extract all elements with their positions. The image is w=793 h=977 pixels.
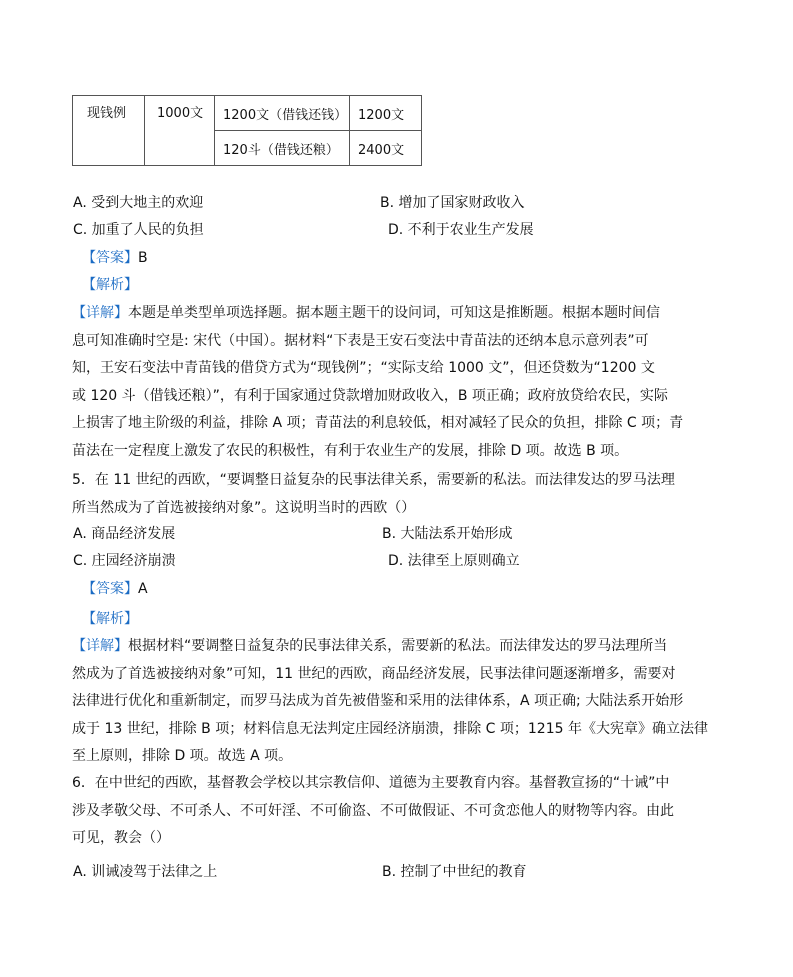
q6-option-b: B. 控制了中世纪的教育 — [382, 864, 527, 880]
qingmiao-table — [72, 95, 422, 166]
q4-option-a: A. 受到大地主的欢迎 — [73, 195, 204, 211]
stem-line: 所当然成为了首选被接纳对象”。这说明当时的西欧（） — [72, 499, 416, 516]
table-cell-label: 现钱例 — [73, 96, 145, 166]
detail-line: 息可知准确时空是: 宋代（中国）。据材料“下表是王安石变法中青苗法的还纳本息示意列表”可 — [72, 332, 649, 349]
q6-stem — [72, 770, 712, 853]
detail-tag: 【详解】 — [72, 638, 128, 654]
table-cell-repay-grain: 120斗（借钱还粮） — [215, 131, 350, 166]
detail-tag: 【详解】 — [72, 305, 128, 321]
answer-value: B — [138, 250, 148, 266]
q4-option-d: D. 不利于农业生产发展 — [388, 222, 534, 238]
q5-analysis-tag: 【解析】 — [82, 611, 138, 627]
q4-detail — [72, 300, 712, 465]
q5-option-c: C. 庄园经济崩溃 — [73, 553, 176, 569]
q4-analysis-tag: 【解析】 — [82, 277, 138, 293]
q5-stem — [72, 467, 712, 522]
detail-line: 【详解】本题是单类型单项选择题。据本题主题干的设问词，可知这是推断题。根据本题时间信 — [72, 305, 660, 321]
q5-option-a: A. 商品经济发展 — [73, 526, 176, 542]
detail-line: 法律进行优化和重新制定，而罗马法成为首先被借鉴和采用的法律体系，A 项正确; 大陆法系开始形 — [72, 693, 684, 709]
detail-line: 成于 13 世纪，排除 B 项；材料信息无法判定庄园经济崩溃，排除 C 项；1215 年《大宪章》确立法律 — [72, 720, 708, 737]
detail-line: 然成为了首选被接纳对象”可知，11 世纪的西欧，商品经济发展，民事法律问题逐渐增多，需要对 — [72, 665, 676, 682]
q5-detail — [72, 633, 712, 771]
detail-line: 上损害了地主阶级的利益，排除 A 项；青苗法的利息较低，相对减轻了民众的负担，排除 C 项；青 — [72, 415, 684, 431]
table-cell-amount: 1000文 — [145, 96, 215, 166]
stem-line: 可见，教会（） — [72, 830, 170, 846]
q4-option-c: C. 加重了人民的负担 — [73, 222, 204, 238]
stem-line: 5．在 11 世纪的西欧，“要调整日益复杂的民事法律关系，需要新的私法。而法律发达的罗马法理 — [72, 472, 675, 488]
q5-answer — [82, 580, 148, 598]
q4-answer — [82, 249, 148, 267]
q5-option-b: B. 大陆法系开始形成 — [382, 526, 513, 542]
detail-line: 苗法在一定程度上激发了农民的积极性，有利于农业生产的发展，排除 D 项。故选 B 项。 — [72, 442, 629, 459]
answer-tag: 【答案】 — [82, 581, 138, 597]
detail-line: 或 120 斗（借钱还粮）”，有利于国家通过贷款增加财政收入，B 项正确；政府放贷给农民，实际 — [72, 387, 668, 404]
answer-tag: 【答案】 — [82, 250, 138, 266]
answer-value: A — [138, 581, 148, 597]
q6-option-a: A. 训诫凌驾于法律之上 — [73, 864, 218, 880]
stem-line: 6．在中世纪的西欧，基督教会学校以其宗教信仰、道德为主要教育内容。基督教宣扬的“十诫”中 — [72, 775, 670, 791]
detail-line: 知，王安石变法中青苗钱的借贷方式为“现钱例”；“实际支给 1000 文”，但还贷数为“1200 文 — [72, 360, 655, 376]
q5-option-d: D. 法律至上原则确立 — [388, 553, 520, 569]
table-cell-repay-grain-value: 2400文 — [350, 131, 422, 166]
q4-option-b: B. 增加了国家财政收入 — [380, 195, 525, 211]
detail-line: 至上原则，排除 D 项。故选 A 项。 — [72, 748, 293, 764]
table-cell-repay-money: 1200文（借钱还钱） — [215, 96, 350, 131]
table-cell-repay-money-value: 1200文 — [350, 96, 422, 131]
stem-line: 涉及孝敬父母、不可杀人、不可奸淫、不可偷盗、不可做假证、不可贪恋他人的财物等内容。由此 — [72, 802, 674, 819]
detail-line: 【详解】根据材料“要调整日益复杂的民事法律关系，需要新的私法。而法律发达的罗马法理所当 — [72, 638, 668, 654]
